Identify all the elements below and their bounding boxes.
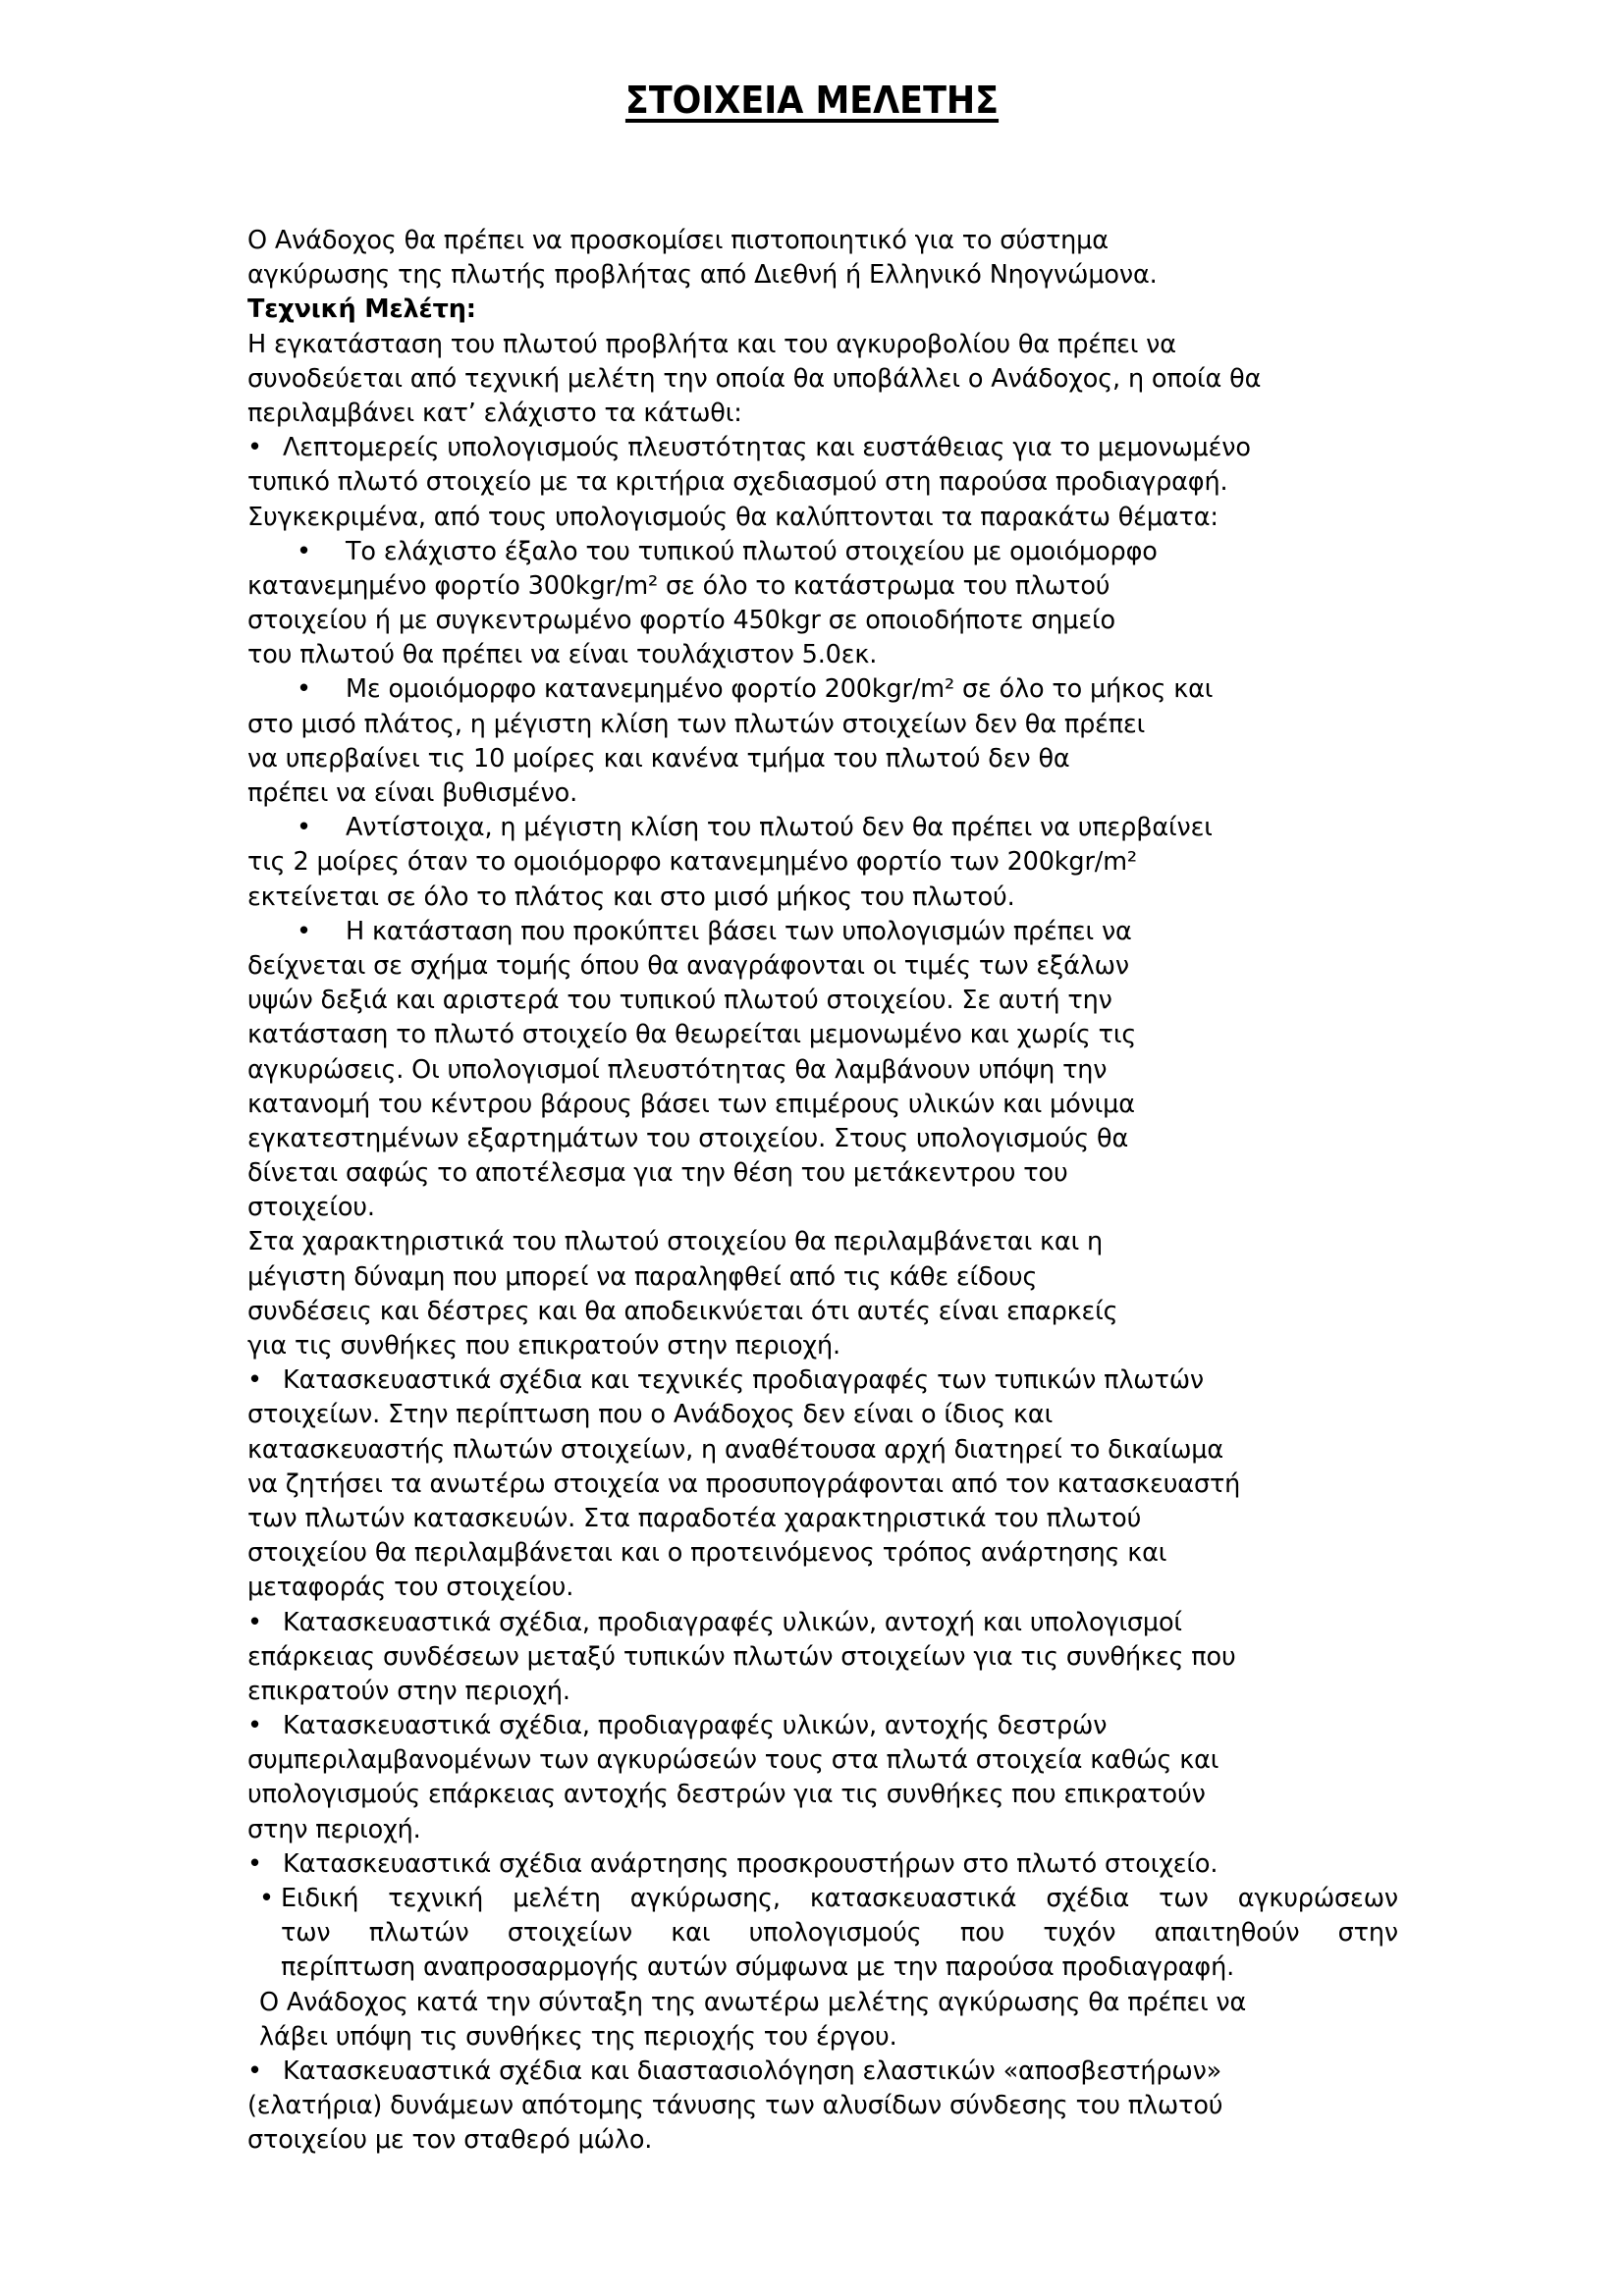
justified-list-item [247, 1882, 1398, 1986]
list-item-text: κατανομή του κέντρου βάρους βάσει των επιμέρους υλικών και μόνιμα [247, 1089, 1135, 1119]
list-item-text: επάρκειας συνδέσεων μεταξύ τυπικών πλωτών στοιχείων για τις συνθήκες που [247, 1641, 1236, 1672]
list-item-text: κατάσταση το πλωτό στοιχείο θα θεωρείται μεμονωμένο και χωρίς τις [247, 1020, 1137, 1050]
section-intro-line: Η εγκατάσταση του πλωτού προβλήτα και του αγκυροβολίου θα πρέπει να [247, 329, 1176, 359]
list-item-text: τυπικό πλωτό στοιχείο με τα κριτήρια σχεδιασμού στη παρούσα προδιαγραφή. [247, 467, 1228, 498]
paragraph-line: για τις συνθήκες που επικρατούν στην περιοχή. [247, 1331, 840, 1361]
sub-list-item [247, 915, 1396, 949]
list-item-text: επικρατούν στην περιοχή. [247, 1676, 570, 1706]
bullet-icon: • [247, 2056, 262, 2086]
paragraph-line: συνδέσεις και δέστρες και θα αποδεικνύεται ότι αυτές είναι επαρκείς [247, 1296, 1118, 1326]
list-item-text: Συγκεκριμένα, από τους υπολογισμούς θα καλύπτονται τα παρακάτω θέματα: [247, 502, 1218, 532]
sub-list-item [247, 672, 1396, 707]
document-body [247, 224, 1396, 2159]
paragraph-line: μέγιστη δύναμη που μπορεί να παραληφθεί από τις κάθε είδους [247, 1261, 1038, 1292]
list-item-text: (ελατήρια) δυνάμεων απότομης τάνυσης των αλυσίδων σύνδεσης του πλωτού [247, 2091, 1223, 2121]
list-item-text: εκτείνεται σε όλο το πλάτος και στο μισό μήκος του πλωτού. [247, 881, 1015, 912]
list-item-text: στοιχείων. Στην περίπτωση που ο Ανάδοχος δεν είναι ο ίδιος και [247, 1400, 1054, 1430]
intro-line: αγκύρωσης της πλωτής προβλήτας από Διεθνή ή Ελληνικό Νηογνώμονα. [247, 260, 1158, 291]
page-title: ΣΤΟΙΧΕΙΑ ΜΕΛΕΤΗΣ [624, 79, 1000, 122]
intro-line: Ο Ανάδοχος θα πρέπει να προσκομίσει πιστοποιητικό για το σύστημα [247, 226, 1109, 255]
list-item-text: να ζητήσει τα ανωτέρω στοιχεία να προσυπογράφονται από τον κατασκευαστή [247, 1468, 1241, 1499]
list-item-text: τις 2 μοίρες όταν το ομοιόμορφο κατανεμημένο φορτίο των 200kgr/m² [247, 847, 1137, 878]
list-item-text: Το ελάχιστο έξαλο του τυπικού πλωτού στοιχείου με ομοιόμορφο [346, 536, 1158, 566]
bullet-icon: • [259, 1884, 274, 1913]
list-item-text: στοιχείου ή με συγκεντρωμένο φορτίο 450kgr σε οποιοδήποτε σημείο [247, 606, 1115, 636]
list-item-text: κατανεμημένο φορτίο 300kgr/m² σε όλο το κατάστρωμα του πλωτού [247, 570, 1110, 601]
paragraph-line: λάβει υπόψη τις συνθήκες της περιοχής του έργου. [259, 2021, 897, 2052]
list-item-text: αγκυρώσεις. Οι υπολογισμοί πλευστότητας θα λαμβάνουν υπόψη την [247, 1054, 1108, 1085]
bullet-icon: • [247, 1711, 262, 1741]
sub-list-item [247, 535, 1396, 569]
bullet-icon: • [247, 1848, 262, 1879]
list-item-text: Κατασκευαστικά σχέδια, προδιαγραφές υλικών, αντοχή και υπολογισμοί [283, 1607, 1182, 1637]
list-item [247, 2055, 1396, 2089]
list-item-text: Ειδική τεχνική μελέτη αγκύρωσης, κατασκευαστικά σχέδια των αγκυρώσεων [281, 1884, 1398, 1913]
list-item [247, 1847, 1396, 1882]
bullet-icon: • [247, 1607, 262, 1637]
list-item [247, 431, 1396, 465]
list-item-text: περίπτωση αναπροσαρμογής αυτών σύμφωνα με την παρούσα προδιαγραφή. [281, 1952, 1235, 1983]
list-item [247, 1363, 1396, 1398]
list-item-text: των πλωτών κατασκευών. Στα παραδοτέα χαρακτηριστικά του πλωτού [247, 1503, 1142, 1533]
list-item-text: υψών δεξιά και αριστερά του τυπικού πλωτού στοιχείου. Σε αυτή την [247, 986, 1112, 1016]
section-heading: Τεχνική Μελέτη: [247, 294, 476, 325]
list-item-text: Με ομοιόμορφο κατανεμημένο φορτίο 200kgr/m² σε όλο το μήκος και [346, 674, 1214, 705]
section-intro-line: συνοδεύεται από τεχνική μελέτη την οποία θα υποβάλλει ο Ανάδοχος, η οποία θα [247, 363, 1262, 394]
list-item-text: Η κατάσταση που προκύπτει βάσει των υπολογισμών πρέπει να [346, 916, 1132, 946]
bullet-icon: • [247, 1365, 262, 1396]
list-item-text: δίνεται σαφώς το αποτέλεσμα για την θέση του μετάκεντρου του [247, 1158, 1068, 1189]
list-item [247, 1709, 1396, 1743]
list-item-text: στην περιοχή. [247, 1814, 421, 1844]
list-item-text: στοιχείου με τον σταθερό μώλο. [247, 2125, 653, 2156]
list-item-text: στο μισό πλάτος, η μέγιστη κλίση των πλωτών στοιχείων δεν θα πρέπει [247, 709, 1146, 739]
list-item-text: στοιχείου. [247, 1193, 375, 1223]
list-item-text: των πλωτών στοιχείων και υπολογισμούς που τυχόν απαιτηθούν στην [281, 1918, 1398, 1949]
list-item-text: εγκατεστημένων εξαρτημάτων του στοιχείου. Στους υπολογισμούς θα [247, 1123, 1129, 1153]
list-item-text: Κατασκευαστικά σχέδια, προδιαγραφές υλικών, αντοχής δεστρών [283, 1711, 1108, 1741]
sub-list-item [247, 811, 1396, 845]
list-item-text: δείχνεται σε σχήμα τομής όπου θα αναγράφονται οι τιμές των εξάλων [247, 950, 1129, 981]
list-item-text: του πλωτού θα πρέπει να είναι τουλάχιστον 5.0εκ. [247, 640, 878, 670]
list-item-text: να υπερβαίνει τις 10 μοίρες και κανένα τμήμα του πλωτού δεν θα [247, 743, 1070, 774]
list-item-text: μεταφοράς του στοιχείου. [247, 1573, 574, 1603]
bullet-icon: • [297, 916, 311, 946]
list-item-text: Κατασκευαστικά σχέδια και τεχνικές προδιαγραφές των τυπικών πλωτών [283, 1365, 1204, 1396]
list-item-text: στοιχείου θα περιλαμβάνεται και ο προτεινόμενος τρόπος ανάρτησης και [247, 1538, 1167, 1569]
list-item-text: Λεπτομερείς υπολογισμούς πλευστότητας και ευστάθειας για το μεμονωμένο [283, 433, 1251, 463]
bullet-icon: • [247, 433, 262, 463]
list-item [247, 1606, 1396, 1640]
list-item-text: Κατασκευαστικά σχέδια και διαστασιολόγηση ελαστικών «αποσβεστήρων» [283, 2056, 1222, 2086]
list-item-text: συμπεριλαμβανομένων των αγκυρώσεών τους στα πλωτά στοιχεία καθώς και [247, 1745, 1219, 1776]
section-intro-line: περιλαμβάνει κατ’ ελάχιστο τα κάτωθι: [247, 398, 742, 428]
list-item-text: Κατασκευαστικά σχέδια ανάρτησης προσκρουστήρων στο πλωτό στοιχείο. [283, 1848, 1218, 1879]
list-item-text: υπολογισμούς επάρκειας αντοχής δεστρών για τις συνθήκες που επικρατούν [247, 1780, 1206, 1810]
bullet-icon: • [297, 536, 311, 566]
bullet-icon: • [297, 813, 311, 843]
list-item-text: πρέπει να είναι βυθισμένο. [247, 778, 578, 808]
list-item [259, 1882, 1398, 1916]
paragraph-line: Στα χαρακτηριστικά του πλωτού στοιχείου θα περιλαμβάνεται και η [247, 1227, 1104, 1257]
bullet-icon: • [297, 674, 311, 705]
list-item-text: Αντίστοιχα, η μέγιστη κλίση του πλωτού δεν θα πρέπει να υπερβαίνει [346, 813, 1213, 843]
list-item-text: κατασκευαστής πλωτών στοιχείων, η αναθέτουσα αρχή διατηρεί το δικαίωμα [247, 1434, 1224, 1465]
paragraph-line: Ο Ανάδοχος κατά την σύνταξη της ανωτέρω μελέτης αγκύρωσης θα πρέπει να [259, 1987, 1247, 2017]
